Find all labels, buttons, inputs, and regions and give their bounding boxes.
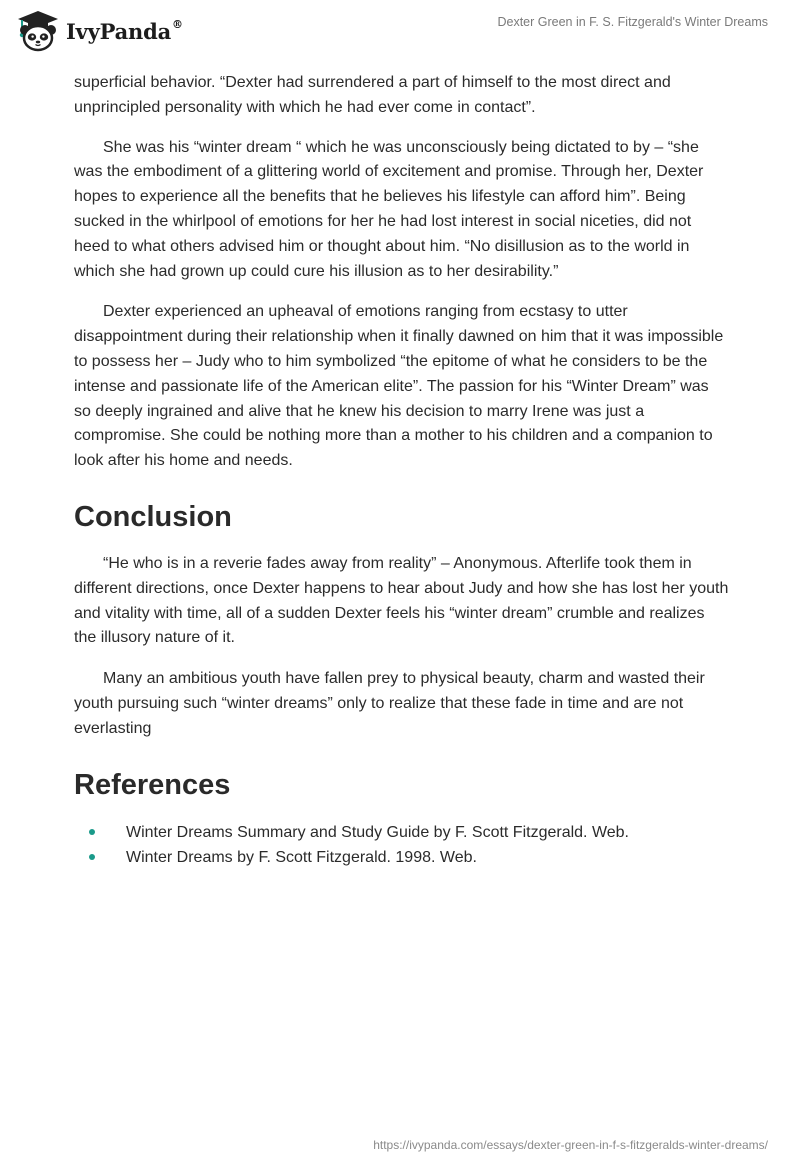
conclusion-heading: Conclusion <box>74 500 232 533</box>
bullet-icon <box>89 829 95 835</box>
body-paragraph: “He who is in a reverie fades away from reality” – Anonymous. Afterlife took them in different directions, once Dexter happens to hear about Judy and how she has lost her youth and vitality with time, all of a sudden Dexter feels his “winter dream” crumble and realizes the illusory nature of it. <box>74 554 729 647</box>
body-paragraph: superficial behavior. “Dexter had surrendered a part of himself to the most direct and unprincipled personality with which he had ever come in contact”. <box>74 74 671 116</box>
essay-content <box>74 71 729 870</box>
reference-item <box>74 820 729 845</box>
body-paragraph: She was his “winter dream “ which he was unconsciously being dictated to by – “she was the embodiment of a glittering world of excitement and promise. Through her, Dexter hopes to experience all the benefits that he believes his lifestyle can afford him”. Being sucked in the whirlpool of emotions for her he had lost interest in social niceties, did not heed to what others advised him or thought about him. “No disillusion as to the world in which she had grown up could cure his illusion as to her desirability.” <box>74 138 704 280</box>
reference-text: Winter Dreams Summary and Study Guide by F. Scott Fitzgerald. Web. <box>126 823 629 841</box>
ivypanda-logo[interactable] <box>14 8 183 52</box>
registered-mark: ® <box>172 17 183 31</box>
bullet-icon <box>89 854 95 860</box>
references-list <box>74 820 729 870</box>
document-title: Dexter Green in F. S. Fitzgerald's Winter Dreams <box>497 15 768 29</box>
page-header <box>0 0 800 70</box>
references-heading: References <box>74 768 231 801</box>
reference-text: Winter Dreams by F. Scott Fitzgerald. 1998. Web. <box>126 848 477 866</box>
logo-wordmark: IvyPanda® <box>66 17 183 44</box>
panda-graduate-icon <box>14 8 62 52</box>
body-paragraph: Dexter experienced an upheaval of emotions ranging from ecstasy to utter disappointment during their relationship when it finally dawned on him that it was impossible to possess her – Judy who to him symbolized “the epitome of what he considers to be the intense and passionate life of the American elite”. The passion for his “Winter Dream” was so deeply ingrained and alive that he knew his decision to marry Irene was just a compromise. She could be nothing more than a mother to his children and a companion to look after his home and needs. <box>74 303 724 470</box>
reference-item <box>74 845 729 870</box>
source-url[interactable]: https://ivypanda.com/essays/dexter-green-in-f-s-fitzgeralds-winter-dreams/ <box>373 1138 768 1152</box>
body-paragraph: Many an ambitious youth have fallen prey to physical beauty, charm and wasted their youth pursuing such “winter dreams” only to realize that these fade in time and are not everlasting <box>74 670 705 737</box>
